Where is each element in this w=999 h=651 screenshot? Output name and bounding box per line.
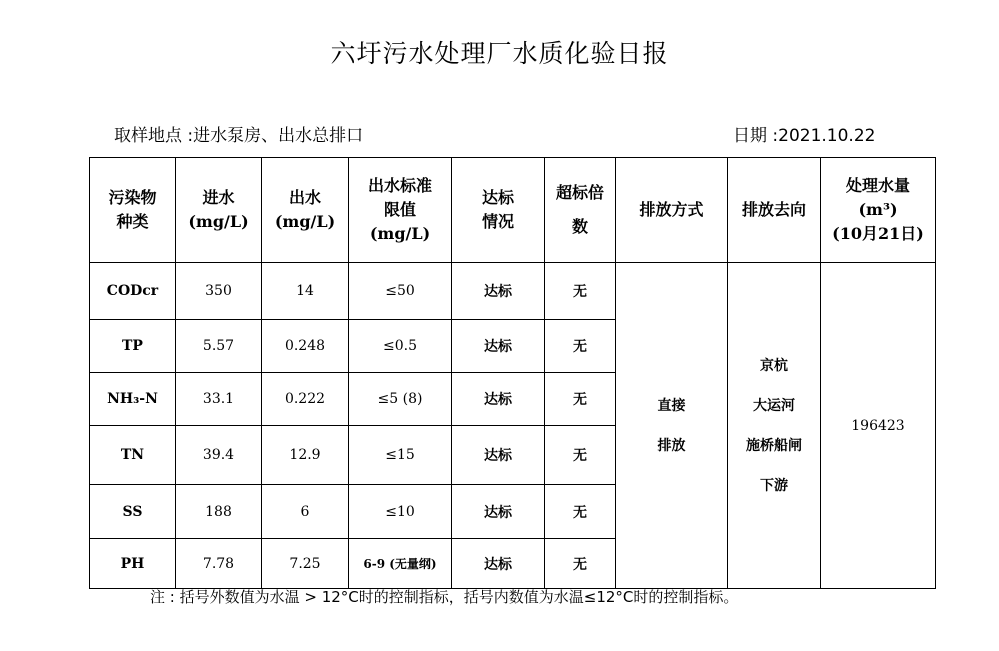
compliance-status: 达标 [452,263,545,320]
header-volume-line2: (m³) [858,200,898,219]
compliance-status: 达标 [452,485,545,539]
header-treated-volume [821,158,936,263]
header-discharge-method: 排放方式 [616,158,728,263]
effluent-value: 0.248 [262,320,349,373]
influent-value: 188 [176,485,262,539]
discharge-method-line2: 排放 [657,437,686,454]
effluent-value: 12.9 [262,426,349,485]
limit-value: ≤15 [349,426,452,485]
exceed-multiple: 无 [545,263,616,320]
discharge-destination-cell [728,263,821,589]
influent-value: 5.57 [176,320,262,373]
header-pollutant-type-line2: 种类 [116,212,149,231]
exceed-multiple: 无 [545,485,616,539]
header-limit-line1: 出水标准 [367,176,432,195]
pollutant-name: TN [90,426,176,485]
report-date: 日期 :2021.10.22 [733,126,876,146]
limit-value: ≤10 [349,485,452,539]
pollutant-name: CODcr [90,263,176,320]
water-quality-table [89,157,936,589]
header-volume-line1: 处理水量 [845,176,910,195]
influent-value: 39.4 [176,426,262,485]
header-limit [349,158,452,263]
discharge-method-line1: 直接 [657,397,686,414]
compliance-status: 达标 [452,426,545,485]
header-effluent-line2: (mg/L) [274,212,336,231]
footnote: 注 : 括号外数值为水温 > 12°C时的控制指标，括号内数值为水温≤12°C时的控制指标。 [150,588,739,606]
influent-value: 7.78 [176,539,262,589]
compliance-status: 达标 [452,373,545,426]
influent-value: 350 [176,263,262,320]
header-exceed-line1: 超标倍 [555,183,604,202]
exceed-multiple: 无 [545,373,616,426]
header-influent-line1: 进水 [202,188,235,207]
influent-value: 33.1 [176,373,262,426]
header-pollutant-type [90,158,176,263]
header-effluent-line1: 出水 [288,188,321,207]
header-exceed-line2: 数 [571,217,588,236]
header-compliance-line2: 情况 [481,212,514,231]
header-pollutant-type-line1: 污染物 [108,188,157,207]
header-limit-line2: 限值 [383,200,416,219]
table-row [90,263,936,320]
header-volume-line3: (10月21日) [832,224,924,243]
header-influent [176,158,262,263]
header-compliance [452,158,545,263]
destination-line1: 京杭 [760,357,788,374]
compliance-status: 达标 [452,320,545,373]
destination-line4: 下游 [760,477,788,494]
header-discharge-destination: 排放去向 [728,158,821,263]
exceed-multiple: 无 [545,320,616,373]
destination-line3: 施桥船闸 [746,437,802,454]
pollutant-name: SS [90,485,176,539]
treated-volume-value: 196423 [821,263,936,589]
effluent-value: 14 [262,263,349,320]
header-compliance-line1: 达标 [481,188,514,207]
header-limit-line3: (mg/L) [369,224,431,243]
table-header-row [90,158,936,263]
header-effluent [262,158,349,263]
discharge-method-cell [616,263,728,589]
effluent-value: 0.222 [262,373,349,426]
report-title: 六圩污水处理厂水质化验日报 [330,39,669,68]
destination-line2: 大运河 [753,397,795,414]
limit-value: ≤50 [349,263,452,320]
limit-value: ≤5 (8) [349,373,452,426]
header-influent-line2: (mg/L) [188,212,249,231]
compliance-status: 达标 [452,539,545,589]
effluent-value: 6 [262,485,349,539]
pollutant-name: TP [90,320,176,373]
exceed-multiple: 无 [545,426,616,485]
effluent-value: 7.25 [262,539,349,589]
limit-value: ≤0.5 [349,320,452,373]
pollutant-name: NH₃-N [90,373,176,426]
header-exceed-multiple [545,158,616,263]
sample-location: 取样地点 :进水泵房、出水总排口 [114,126,364,146]
limit-value: 6-9 (无量纲) [349,539,452,589]
pollutant-name: PH [90,539,176,589]
exceed-multiple: 无 [545,539,616,589]
